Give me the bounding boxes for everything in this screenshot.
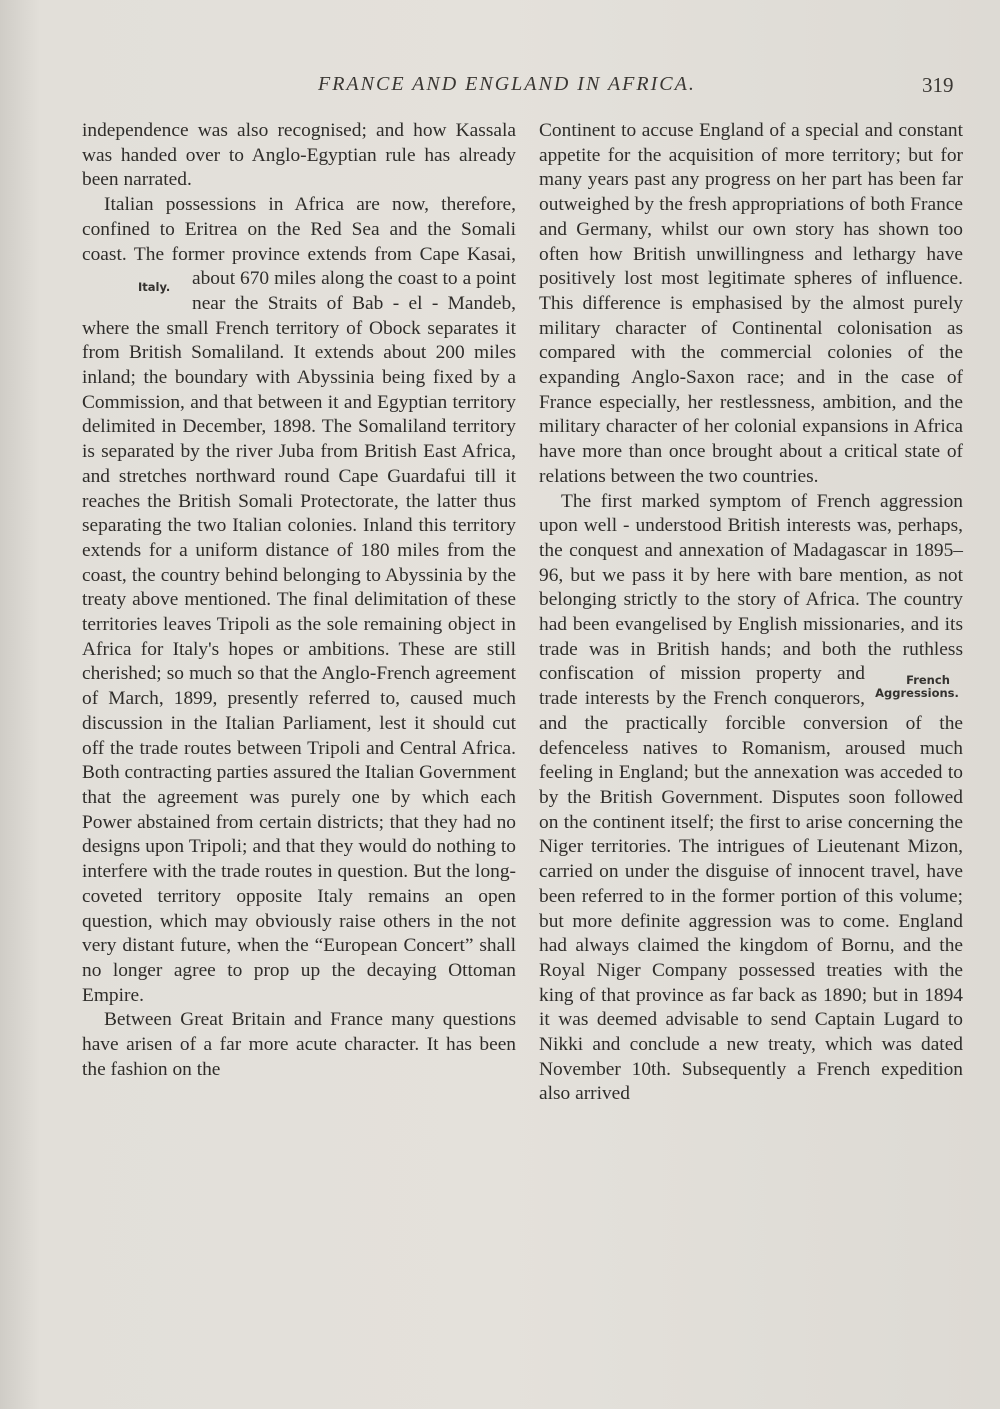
paragraph-text: along the coast to a point near the Straits of Bab - el - Mandeb, where the small French territory of Obock separates it from British Somaliland. It extends about 200 miles inland; the boundary with Abyssinia being fixed by a Commission, and that between it and Egyptian territory delimited in December, 1898. The Somaliland territory is separated by the river Juba from British East Africa, and stretches northward round Cape Guardafui till it reaches the British Somali Protectorate, the latter thus separating the two Italian colonies. Inland this territory extends for a uniform distance of 180 miles from the coast, the country behind belonging to Abyssinia by the treaty above mentioned. The final delimitation of these territories leaves Tripoli as the sole remaining object in Africa for Italy's hopes or ambitions. These are still cherished; so much so that the Anglo-French agreement of March, 1899, presently referred to, caused much discussion in the Italian Parliament, lest it should cut off the trade routes between Tripoli and Central Africa. Both contracting parties assured the Italian Government that the agreement was purely one by which each Power abstained from certain districts; that they had no designs upon Tripoli; and that they would do nothing to interfere with the trade routes in question. But the long-coveted territory opposite Italy remains an open question, which may obviously raise others in the not very distant future, when the “European Concert” shall no longer agree to prop up the decaying Ottoman Empire.: [82, 268, 516, 1006]
sidenote-line: French: [906, 673, 950, 688]
running-title: FRANCE AND ENGLAND IN AFRICA.: [318, 73, 696, 95]
page-header: [0, 73, 1000, 103]
page-number: 319: [922, 73, 954, 97]
sidenote-italy: Italy.: [138, 280, 171, 295]
paragraph-text: less confiscation of mission property and trade interests by the French conquerors, and the practically forcible conversion of the defenceless natives to Romanism, aroused much feeling in England; but the annexation was acceded to by the British Government. Disputes soon followed on the continent itself; the first to arise concerning the Niger territories. The intrigues of Lieutenant Mizon, carried on under the disguise of innocent travel, have been referred to in the former portion of this volume; but more definite aggression was to come. England had always claimed the kingdom of Bornu, and the Royal Niger Company possessed treaties with the king of that province as far back as 1890; but in 1894 it was deemed advisable to send Captain Lugard to Nikki and conclude a new treaty, which was dated November 10th. Subsequently a French expedition also arrived: [539, 638, 963, 1105]
paragraph-text: The first marked symptom of French aggression upon well - understood British interests was, perhaps, the conquest and annexation of Madagascar in 1895–96, but we pass it by here with bare mention, as not belonging strictly to the story of Africa. The country had been evangelised by English missionaries, and its trade was in British hands; and both the ruth: [539, 490, 963, 660]
paragraph: [539, 490, 963, 1108]
paragraph: Continent to accuse England of a special and constant appetite for the acquisition of more territory; but for many years past any progress on her part has been far outweighed by the fresh appropriations of both France and Germany, whilst our own story has shown too often how British unwillingness and lethargy have positively lost most legitimate spheres of influence. This difference is emphasised by the almost purely military character of Continental colonisation as compared with the commercial colonies of the expanding Anglo-Saxon race; and in the case of France especially, her restlessness, ambition, and the military character of her colonial expansions in Africa have more than once brought about a critical state of relations between the two countries.: [539, 120, 963, 487]
left-column: [82, 119, 516, 1082]
paragraph-text: Italian possessions in Africa are now, therefore, confined to Eritrea on the Red Sea and the Somali coast. The former province extends from Cape Kasai, about 670 miles: [82, 194, 516, 290]
right-column: [539, 119, 963, 1107]
sidenote-french-aggressions: [871, 674, 963, 700]
sidenote-line: Aggressions.: [875, 686, 959, 701]
paragraph: Between Great Britain and France many questions have arisen of a far more acute character. It has been the fashion on the: [82, 1009, 516, 1080]
paragraph: independence was also recognised; and how Kassala was handed over to Anglo-Egyptian rule has already been narrated.: [82, 120, 516, 191]
paragraph: [82, 193, 516, 1008]
